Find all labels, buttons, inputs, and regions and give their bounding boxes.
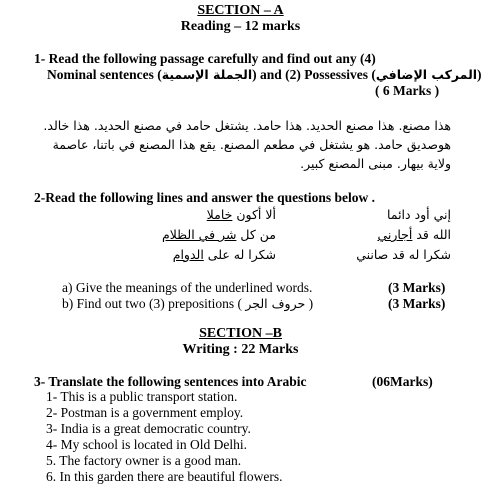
section-a-heading: SECTION – A — [197, 3, 284, 18]
underlined-word: خاملا — [206, 207, 233, 222]
underlined-word: الدوام — [172, 247, 204, 262]
q2-sub-b-close: ) — [305, 296, 314, 311]
poem-text: ألا أكون — [232, 207, 276, 222]
poem-text: الله قد — [412, 227, 451, 242]
passage-line: هوصديق حامد. هو يشتغل في مطعم المصنع. يقع هذا المصنع في باتنا، عاصمة — [52, 137, 451, 152]
q2-sub-b-arabic: حروف الجر — [245, 296, 306, 311]
q1-marks: ( 6 Marks ) — [375, 83, 440, 98]
q1-possessive-close: ) — [477, 67, 482, 82]
q2-sub-a-marks: (3 Marks) — [388, 280, 446, 295]
q3-item: 1- This is a public transport station. — [46, 389, 238, 404]
section-a-subheading: Reading – 12 marks — [180, 19, 301, 34]
q1-passage — [11, 116, 451, 173]
poem-line-3-right: شكرا له قد صانني — [356, 247, 451, 262]
section-b-heading: SECTION –B — [199, 326, 282, 341]
poem-line-2-right — [377, 227, 451, 242]
poem-line-1-right: إني أود دائما — [387, 207, 451, 222]
underlined-word: أجارني — [377, 227, 413, 242]
q3-instruction: 3- Translate the following sentences into Arabic — [34, 374, 307, 389]
q2-instruction: 2-Read the following lines and answer the questions below . — [34, 190, 376, 205]
passage-line: هذا مصنع. هذا مصنع الحديد. هذا حامد. يشتغل حامد في مصنع الحديد. هذا خالد. — [43, 118, 451, 133]
q3-marks: (06Marks) — [372, 374, 433, 389]
q1-instruction: 1- Read the following passage carefully and find out any (4) — [34, 51, 376, 66]
q2-sub-b — [62, 296, 313, 312]
poem-text: شكرا له على — [203, 247, 276, 262]
q1-nominal-close: ) and (2) Possessives ( — [252, 67, 376, 82]
q2-sub-b-marks: (3 Marks) — [388, 296, 446, 311]
underlined-word: شر في الظلام — [161, 227, 237, 242]
q2-sub-a: a) Give the meanings of the underlined words. — [62, 280, 313, 295]
passage-line: ولاية بيهار. مبنى المصنع كبير. — [300, 156, 451, 171]
q1-possessive-arabic: المركب الإضافي — [375, 67, 478, 82]
section-b-subheading: Writing : 22 Marks — [182, 342, 299, 357]
q1-instruction-line2 — [47, 67, 482, 83]
poem-line-3-left — [173, 247, 276, 262]
q3-item: 3- India is a great democratic country. — [46, 421, 251, 436]
q2-sub-b-text: b) Find out two (3) prepositions ( — [62, 296, 246, 311]
q1-nominal-label: Nominal sentences ( — [47, 67, 162, 82]
poem-text: من كل — [236, 227, 276, 242]
q3-item: 5. The factory owner is a good man. — [46, 453, 242, 468]
poem-line-2-left — [162, 227, 276, 242]
q3-item: 2- Postman is a government employ. — [46, 405, 244, 420]
q3-item: 6. In this garden there are beautiful flowers. — [46, 469, 283, 484]
q1-nominal-arabic: الجملة الإسمية — [161, 67, 253, 82]
poem-line-1-left — [207, 207, 276, 222]
q3-item: 4- My school is located in Old Delhi. — [46, 437, 247, 452]
